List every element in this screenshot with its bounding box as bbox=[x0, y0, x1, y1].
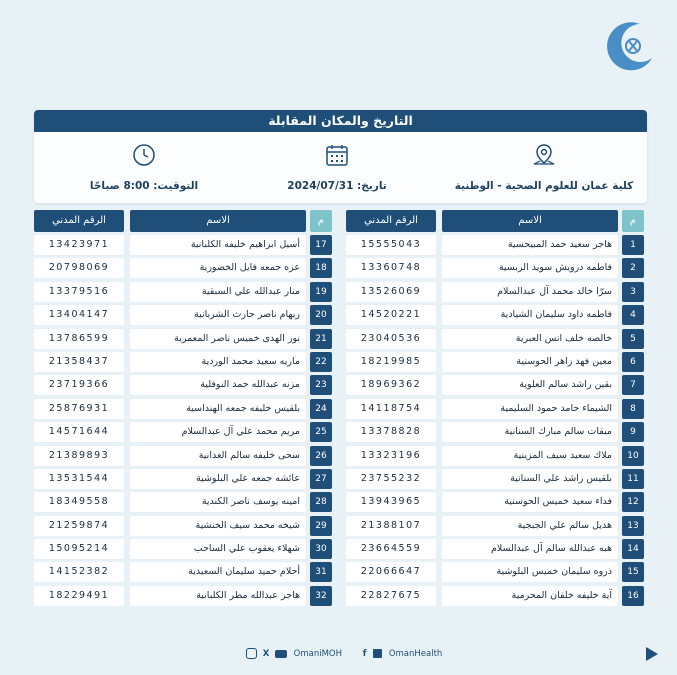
table-row bbox=[346, 562, 649, 582]
civil-id-cell: 21259874 bbox=[34, 516, 124, 536]
table-row bbox=[346, 469, 649, 489]
ministry-logo-icon bbox=[600, 18, 658, 76]
name-cell: مزنه عبدالله حمد النوفلية bbox=[130, 375, 306, 395]
index-cell: 20 bbox=[310, 305, 332, 325]
name-cell: امينه يوسف ناصر الكندية bbox=[130, 492, 306, 512]
index-cell: 19 bbox=[310, 282, 332, 302]
civil-id-cell: 18219985 bbox=[346, 352, 436, 372]
index-cell: 16 bbox=[622, 586, 644, 606]
table-row bbox=[346, 516, 649, 536]
name-cell: أحلام حميد سليمان السعيدية bbox=[130, 562, 306, 582]
index-cell: 8 bbox=[622, 399, 644, 419]
index-cell: 22 bbox=[310, 352, 332, 372]
table-row bbox=[34, 352, 337, 372]
name-cell: آية خليفه خلفان المحرمية bbox=[442, 586, 618, 606]
name-cell: سحى خليفه سالم الغدانية bbox=[130, 446, 306, 466]
name-cell: أسيل ابراهيم خليفه الكلبانية bbox=[130, 235, 306, 255]
civil-id-cell: 25876931 bbox=[34, 399, 124, 419]
index-cell: 25 bbox=[310, 422, 332, 442]
index-cell: 2 bbox=[622, 258, 644, 278]
table-row bbox=[346, 352, 649, 372]
interview-info-card bbox=[34, 110, 647, 203]
table-row bbox=[346, 375, 649, 395]
civil-id-cell: 13786599 bbox=[34, 329, 124, 349]
civil-id-header: الرقم المدني bbox=[34, 210, 124, 232]
index-cell: 6 bbox=[622, 352, 644, 372]
civil-id-cell: 18969362 bbox=[346, 375, 436, 395]
civil-id-cell: 13943965 bbox=[346, 492, 436, 512]
table-row bbox=[346, 282, 649, 302]
index-cell: 17 bbox=[310, 235, 332, 255]
facebook-icon[interactable]: f bbox=[362, 648, 367, 659]
name-cell: خالصه خلف انس العبرية bbox=[442, 329, 618, 349]
name-cell: نور الهدى خميس ناصر المعمرية bbox=[130, 329, 306, 349]
instagram-icon[interactable] bbox=[246, 648, 257, 659]
civil-id-cell: 13360748 bbox=[346, 258, 436, 278]
table-header bbox=[34, 210, 337, 232]
table-row bbox=[34, 539, 337, 559]
index-cell: 28 bbox=[310, 492, 332, 512]
civil-id-cell: 14571644 bbox=[34, 422, 124, 442]
name-header: الاسم bbox=[442, 210, 618, 232]
index-cell: 26 bbox=[310, 446, 332, 466]
name-cell: ماريه سعيد محمد الوردية bbox=[130, 352, 306, 372]
index-cell: 9 bbox=[622, 422, 644, 442]
linkedin-icon[interactable] bbox=[373, 649, 382, 658]
index-cell: 10 bbox=[622, 446, 644, 466]
civil-id-header: الرقم المدني bbox=[346, 210, 436, 232]
table-row bbox=[34, 399, 337, 419]
civil-id-cell: 14152382 bbox=[34, 562, 124, 582]
name-cell: هاجر سعيد حمد المبيحسية bbox=[442, 235, 618, 255]
index-header: م bbox=[622, 210, 644, 232]
table-row bbox=[34, 586, 337, 606]
civil-id-cell: 21358437 bbox=[34, 352, 124, 372]
table-header bbox=[346, 210, 649, 232]
name-cell: ملاك سعيد سيف المزينية bbox=[442, 446, 618, 466]
civil-id-cell: 22066647 bbox=[346, 562, 436, 582]
table-row bbox=[34, 305, 337, 325]
civil-id-cell: 23040536 bbox=[346, 329, 436, 349]
clock-icon bbox=[131, 142, 157, 168]
index-cell: 27 bbox=[310, 469, 332, 489]
table-row bbox=[346, 422, 649, 442]
table-row bbox=[34, 235, 337, 255]
index-cell: 32 bbox=[310, 586, 332, 606]
civil-id-cell: 14118754 bbox=[346, 399, 436, 419]
table-row bbox=[34, 258, 337, 278]
table-row bbox=[34, 422, 337, 442]
name-cell: الشيماء حامد حمود السليمية bbox=[442, 399, 618, 419]
table-row bbox=[346, 329, 649, 349]
civil-id-cell: 23755232 bbox=[346, 469, 436, 489]
social-footer bbox=[246, 648, 442, 662]
name-cell: ريهام ناصر حارث الشربانية bbox=[130, 305, 306, 325]
civil-id-cell: 23664559 bbox=[346, 539, 436, 559]
table-row bbox=[34, 329, 337, 349]
location-info bbox=[444, 142, 644, 192]
index-cell: 13 bbox=[622, 516, 644, 536]
name-cell: مريم محمد علي آل عبدالسلام bbox=[130, 422, 306, 442]
civil-id-cell: 22827675 bbox=[346, 586, 436, 606]
civil-id-cell: 13379516 bbox=[34, 282, 124, 302]
civil-id-cell: 13531544 bbox=[34, 469, 124, 489]
index-cell: 7 bbox=[622, 375, 644, 395]
name-cell: فاطمه داود سليمان الشيادية bbox=[442, 305, 618, 325]
name-cell: مبقات سالم مبارك السنانية bbox=[442, 422, 618, 442]
civil-id-cell: 18349558 bbox=[34, 492, 124, 512]
play-icon[interactable] bbox=[646, 647, 658, 661]
table-row bbox=[34, 516, 337, 536]
card-title: التاريخ والمكان المقابلة bbox=[34, 110, 647, 132]
name-cell: بلقيس راشد علي السنانية bbox=[442, 469, 618, 489]
table-row bbox=[346, 446, 649, 466]
candidates-table-left bbox=[34, 210, 337, 609]
table-row bbox=[34, 282, 337, 302]
table-row bbox=[34, 375, 337, 395]
index-cell: 15 bbox=[622, 562, 644, 582]
index-cell: 23 bbox=[310, 375, 332, 395]
candidates-table-right bbox=[346, 210, 649, 609]
table-row bbox=[346, 492, 649, 512]
civil-id-cell: 13423971 bbox=[34, 235, 124, 255]
index-cell: 11 bbox=[622, 469, 644, 489]
table-row bbox=[346, 305, 649, 325]
civil-id-cell: 21389893 bbox=[34, 446, 124, 466]
name-cell: سرّا خالد محمد آل عبدالسلام bbox=[442, 282, 618, 302]
civil-id-cell: 21388107 bbox=[346, 516, 436, 536]
civil-id-cell: 20798069 bbox=[34, 258, 124, 278]
civil-id-cell: 13378828 bbox=[346, 422, 436, 442]
name-cell: شهلاء يعقوب علي الساحب bbox=[130, 539, 306, 559]
table-row bbox=[346, 399, 649, 419]
name-cell: ذروه سليمان خميس البلوشية bbox=[442, 562, 618, 582]
name-cell: بلقيس خليفه جمعه الهنداسية bbox=[130, 399, 306, 419]
name-cell: معين فهد زاهر الحوسنية bbox=[442, 352, 618, 372]
civil-id-cell: 13404147 bbox=[34, 305, 124, 325]
table-row bbox=[34, 562, 337, 582]
youtube-icon[interactable] bbox=[275, 650, 287, 658]
date-text: تاريخ: 2024/07/31 bbox=[287, 180, 387, 192]
name-cell: فاطمه درويش سويد الربسية bbox=[442, 258, 618, 278]
index-cell: 14 bbox=[622, 539, 644, 559]
index-cell: 21 bbox=[310, 329, 332, 349]
index-cell: 4 bbox=[622, 305, 644, 325]
location-text: كلية عمان للعلوم الصحية - الوطنية bbox=[454, 180, 634, 192]
name-cell: فداء سعيد خميس الحوسنية bbox=[442, 492, 618, 512]
table-row bbox=[34, 492, 337, 512]
name-cell: هاجر عبدالله مطر الكلبانية bbox=[130, 586, 306, 606]
table-row bbox=[346, 586, 649, 606]
index-cell: 24 bbox=[310, 399, 332, 419]
name-cell: بقين راشد سالم العلوية bbox=[442, 375, 618, 395]
name-cell: عزه جمعه فايل الخضورية bbox=[130, 258, 306, 278]
index-cell: 29 bbox=[310, 516, 332, 536]
index-header: م bbox=[310, 210, 332, 232]
civil-id-cell: 14520221 bbox=[346, 305, 436, 325]
name-cell: عائشه جمعه علي البلوشية bbox=[130, 469, 306, 489]
time-text: التوقيت: 8:00 صباحًا bbox=[89, 180, 199, 192]
civil-id-cell: 15095214 bbox=[34, 539, 124, 559]
civil-id-cell: 18229491 bbox=[34, 586, 124, 606]
index-cell: 31 bbox=[310, 562, 332, 582]
name-cell: هبه عبدالله سالم آل عبدالسلام bbox=[442, 539, 618, 559]
map-pin-icon bbox=[531, 142, 557, 168]
table-row bbox=[34, 469, 337, 489]
handle-left[interactable]: OmaniMOH bbox=[293, 648, 343, 659]
table-row bbox=[346, 235, 649, 255]
civil-id-cell: 13526069 bbox=[346, 282, 436, 302]
handle-right[interactable]: OmanHealth bbox=[388, 648, 443, 659]
table-row bbox=[346, 258, 649, 278]
calendar-icon bbox=[324, 142, 350, 168]
time-info bbox=[74, 142, 214, 192]
name-cell: شيخه محمد سيف الخنشية bbox=[130, 516, 306, 536]
name-cell: هديل سالم علي الجبجية bbox=[442, 516, 618, 536]
x-icon[interactable]: X bbox=[262, 648, 270, 659]
table-row bbox=[346, 539, 649, 559]
index-cell: 30 bbox=[310, 539, 332, 559]
name-header: الاسم bbox=[130, 210, 306, 232]
civil-id-cell: 13323196 bbox=[346, 446, 436, 466]
index-cell: 18 bbox=[310, 258, 332, 278]
index-cell: 5 bbox=[622, 329, 644, 349]
name-cell: منار عبدالله علي السبقية bbox=[130, 282, 306, 302]
index-cell: 12 bbox=[622, 492, 644, 512]
date-info bbox=[282, 142, 392, 192]
civil-id-cell: 23719366 bbox=[34, 375, 124, 395]
index-cell: 3 bbox=[622, 282, 644, 302]
civil-id-cell: 15555043 bbox=[346, 235, 436, 255]
index-cell: 1 bbox=[622, 235, 644, 255]
table-row bbox=[34, 446, 337, 466]
